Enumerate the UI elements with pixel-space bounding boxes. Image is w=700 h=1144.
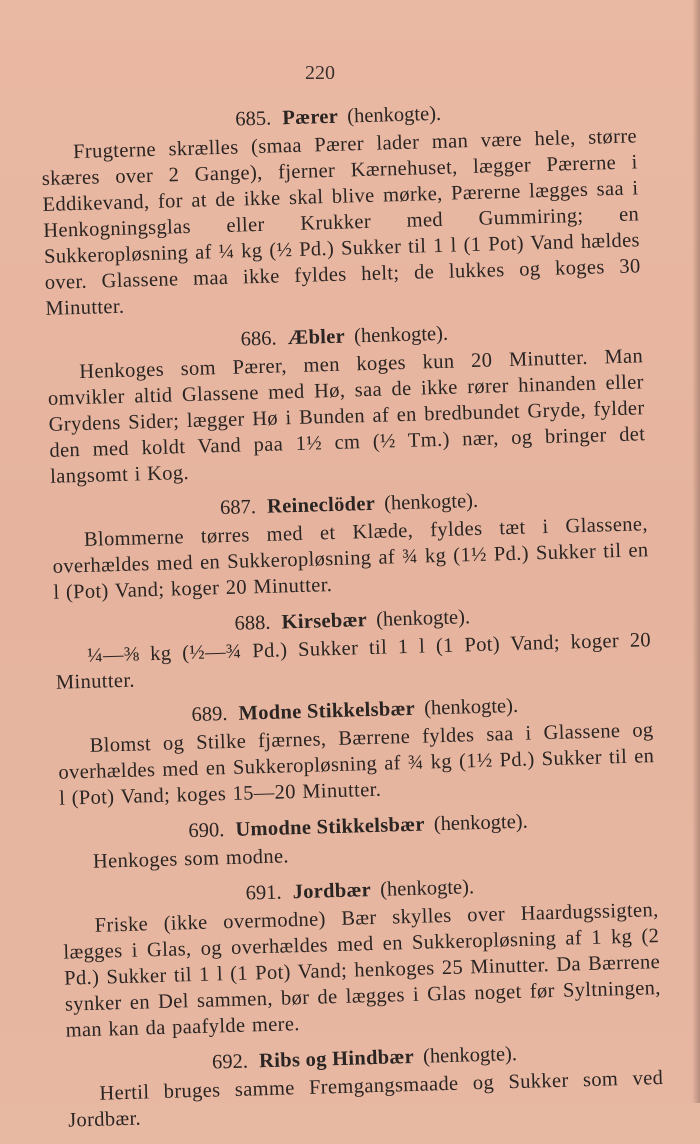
recipe-note: (henkogte). (346, 102, 442, 128)
recipe-note: (henkogte). (383, 489, 479, 515)
recipe-note: (henkogte). (433, 810, 529, 836)
recipe-name: Kirsebær (281, 609, 368, 634)
recipe-text: ¼—⅜ kg (½—¾ Pd.) Sukker til 1 l (1 Pot) Vand; koger 20 Minutter. (55, 629, 652, 694)
recipe-name: Ribs og Hindbær (258, 1045, 415, 1073)
recipe-text: Frugterne skrælles (smaa Pærer lader man være hele, større skæres over 2 Gange), fjerner Kærnehuset, lægger Pærerne i Eddikevand, for at de ikke skal blive mørke, Pærerne lægges saa i Henkogningsglas eller Krukker med Gummiring; en Sukkeropløsning af ¼ kg (½ Pd.) Sukker til 1 l (1 Pot) Vand hældes over. Glassene maa ikke fyldes helt; de lukkes og koges 30 Minutter. (41, 125, 641, 320)
recipe-number: 688. (234, 611, 271, 635)
recipe-note: (henkogte). (353, 322, 449, 348)
recipe-number: 691. (245, 881, 282, 905)
page-number: 220 (305, 62, 335, 84)
recipe-note: (henkogte). (375, 606, 471, 631)
recipe-note: (henkogte). (379, 876, 475, 901)
recipe-text: Hertil bruges samme Fremgangsmaade og Sukker som ved Jordbær. (67, 1066, 664, 1132)
recipe-number: 689. (191, 703, 228, 726)
recipe-number: 685. (235, 107, 272, 131)
recipe-686 (46, 315, 646, 490)
recipe-name: Reineclöder (266, 492, 376, 518)
recipe-689 (57, 689, 656, 812)
recipe-688 (54, 599, 652, 696)
recipe-name: Modne Stikkelsbær (238, 697, 416, 725)
recipe-name: Jordbær (292, 879, 372, 904)
recipe-number: 690. (188, 819, 225, 843)
recipe-note: (henkogte). (422, 1043, 518, 1068)
recipe-list (40, 95, 665, 1143)
recipe-name: Umodne Stikkelsbær (235, 813, 426, 841)
recipe-690 (60, 805, 657, 876)
recipe-number: 692. (211, 1050, 249, 1074)
recipe-text: Henkoges som modne. (92, 845, 290, 873)
recipe-name: Pærer (282, 105, 339, 130)
recipe-text: Blommerne tørres med et Klæde, fyldes tæt i Glassene, overhældes med en Sukkeropløsning af ¾ kg (1½ Pd.) Sukker til en l (Pot) Vand; koger 20 Minutter. (52, 513, 649, 604)
recipe-number: 687. (219, 496, 257, 520)
recipe-name: Æbler (287, 325, 346, 350)
recipe-text: Henkoges som Pærer, men koges kun 20 Minutter. Man omvikler altid Glassene med Hø, saa de ikke rører hinanden eller Grydens Sider; lægger Hø i Bunden af en bredbundet Gryde, fylder den med koldt Vand paa 1½ cm (½ Tm.) nær, og bringer det langsomt i Kog. (47, 345, 646, 488)
recipe-691 (62, 869, 662, 1044)
recipe-text: Blomst og Stilke fjærnes, Bærrene fyldes saa i Glassene og overhældes med en Sukkeropløsning af ¾ kg (1½ Pd.) Sukker til en l (Pot) Vand; koges 15—20 Minutter. (58, 719, 655, 810)
recipe-685 (40, 95, 642, 322)
recipe-text: Friske (ikke overmodne) Bær skylles over Haardugssigten, lægges i Glas, og overhældes med en Sukkeropløsning af 1 kg (2 Pd.) Sukker til 1 l (1 Pot) Vand; henkoges 25 Minutter. Da Bærrene synker en Del sammen, bør de lægges i Glas noget før Syltningen, man kan da paafylde mere. (63, 899, 662, 1042)
recipe-note: (henkogte). (423, 694, 519, 720)
page-edge-shadow (692, 0, 700, 1103)
recipe-number: 686. (240, 327, 277, 351)
recipe-692 (66, 1037, 664, 1134)
recipe-687 (51, 483, 650, 606)
